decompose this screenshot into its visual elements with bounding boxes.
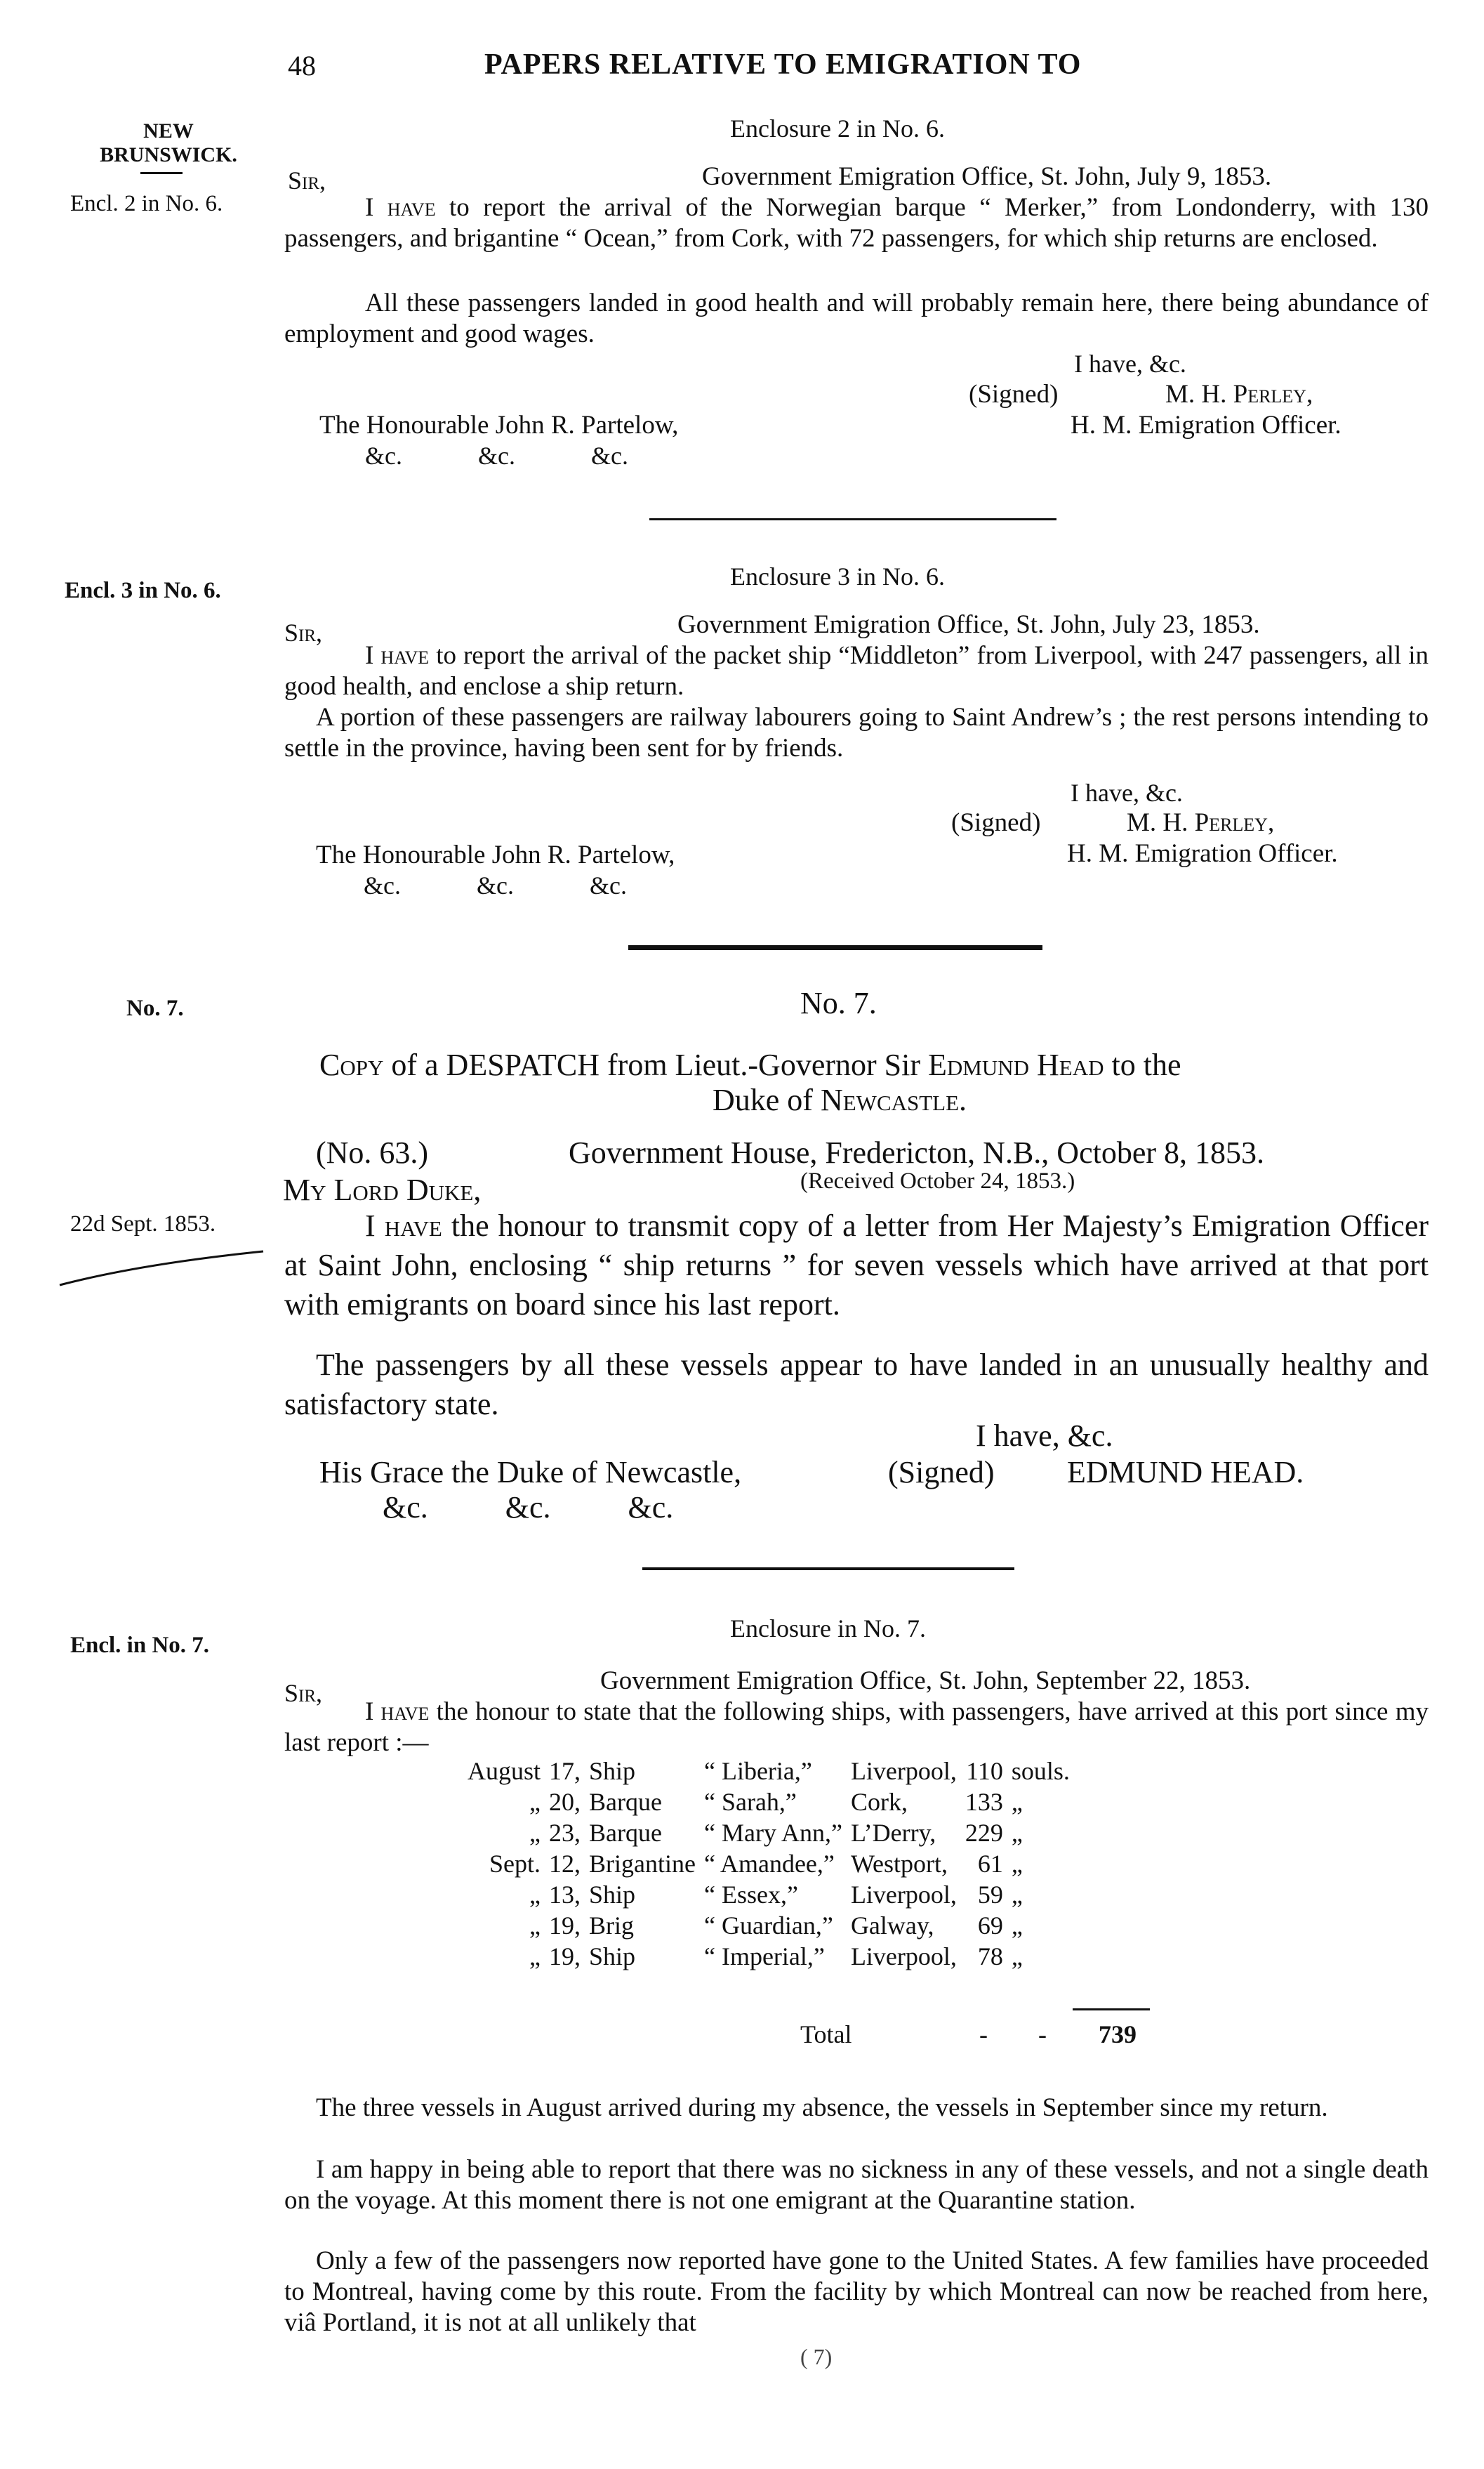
ship-name: “ Essex,” (703, 1881, 798, 1909)
enclosure-no7-paragraph2: The three vessels in August arrived during my absence, the vessels in September since my return. (316, 2093, 1328, 2122)
no7-title-to: to the (1111, 1048, 1181, 1082)
ships-table-body (463, 1756, 1074, 1972)
ship-count: 133 (965, 1788, 1003, 1816)
ship-count: 110 (966, 1757, 1003, 1785)
enclosure2-signer: M. H. Perley, (1165, 380, 1313, 409)
no7-p1-lead: I have (365, 1209, 442, 1243)
ship-row (463, 1910, 1074, 1941)
ship-day: 17, (549, 1757, 581, 1785)
total-rule (1073, 2008, 1150, 2010)
ship-month: „ (529, 1788, 541, 1816)
enclosure2-etc: &c. &c. &c. (365, 442, 628, 470)
ship-count: 78 (977, 1942, 1003, 1970)
enclosure3-signed: (Signed) (951, 808, 1041, 837)
no7-addressee: His Grace the Duke of Newcastle, (319, 1455, 742, 1489)
ships-total-value: 739 (1099, 2020, 1137, 2048)
enclosure-no7-paragraph1 (284, 1697, 1429, 1758)
no7-signer: EDMUND HEAD. (1067, 1455, 1304, 1489)
enclosure3-signer: M. H. Perley, (1127, 808, 1275, 837)
enclosure2-p1-text: to report the arrival of the Norwegian barque “ Merker,” from Londonderry, with 130 passengers, and brigantine “ Ocean,” from Cork, with 72 passengers, for which ship returns are enclosed. (284, 193, 1429, 253)
ship-type: Ship (589, 1942, 636, 1970)
ship-day: 23, (549, 1819, 581, 1847)
enclosure2-signer-title: H. M. Emigration Officer. (1071, 411, 1341, 440)
margin-province-line2: BRUNSWICK. (100, 143, 237, 166)
ship-day: 12, (549, 1850, 581, 1878)
enclosure2-addressee: The Honourable John R. Partelow, (319, 411, 679, 440)
ship-row (463, 1879, 1074, 1910)
margin-province-line1: NEW (143, 119, 194, 143)
ship-port: Liverpool, (850, 1757, 957, 1785)
ship-name: “ Amandee,” (703, 1850, 835, 1878)
ship-port: Galway, (850, 1911, 934, 1940)
enclosure-no7-paragraph3: I am happy in being able to report that there was no sickness in any of these vessels, and not a single death on the voyage. At this moment there is not one emigrant at the Quarantine station. (284, 2155, 1429, 2215)
ship-name: “ Guardian,” (703, 1911, 833, 1940)
ship-day: 19, (549, 1911, 581, 1940)
no7-heading: No. 7. (800, 986, 877, 1020)
enclosure2-dateline: Government Emigration Office, St. John, July 9, 1853. (702, 162, 1272, 191)
margin-pen-stroke (56, 1236, 267, 1292)
no7-signed: (Signed) (888, 1455, 995, 1489)
page-number: 48 (288, 50, 316, 81)
enclosure3-p1-lead: I have (365, 641, 430, 670)
no7-closing: I have, &c. (976, 1418, 1113, 1453)
enclosure3-p1-text: to report the arrival of the packet ship “Middleton” from Liverpool, with 247 passengers, all in good health, and enclose a ship return. (284, 641, 1429, 701)
enclosure3-closing: I have, &c. (1071, 779, 1183, 807)
ship-row (463, 1756, 1074, 1786)
ship-month: „ (529, 1819, 541, 1847)
ship-row (463, 1786, 1074, 1817)
ship-type: Barque (589, 1788, 662, 1816)
ship-month: „ (529, 1881, 541, 1909)
no7-paragraph1 (284, 1206, 1429, 1324)
enclosure2-salutation: Sir, (288, 166, 326, 195)
ship-name: “ Mary Ann,” (703, 1819, 842, 1847)
ship-day: 20, (549, 1788, 581, 1816)
no7-title-copy: Copy (319, 1048, 384, 1082)
enclosure3-paragraph1 (284, 640, 1429, 702)
margin-encl2-no6: Encl. 2 in No. 6. (70, 191, 223, 216)
ship-row (463, 1817, 1074, 1848)
ship-type: Barque (589, 1819, 662, 1847)
ship-month: „ (529, 1942, 541, 1970)
ship-count: 61 (977, 1850, 1003, 1878)
ship-unit: „ (1011, 1911, 1023, 1940)
no7-title-newcastle: Newcastle. (820, 1083, 967, 1117)
no7-number: (No. 63.) (316, 1135, 429, 1170)
enclosure3-salutation: Sir, (284, 619, 323, 647)
margin-encl-no7: Encl. in No. 7. (70, 1633, 210, 1658)
no7-title-despatch: of a DESPATCH from Lieut.-Governor Sir (391, 1048, 921, 1082)
ship-day: 19, (549, 1942, 581, 1970)
ship-row (463, 1848, 1074, 1879)
divider-rule-2 (628, 945, 1042, 950)
margin-date-22d-sept: 22d Sept. 1853. (70, 1211, 216, 1237)
enclosure2-signed: (Signed) (969, 380, 1059, 409)
enclosure-no7-p1-lead: I have (365, 1697, 430, 1726)
ship-type: Brig (589, 1911, 635, 1940)
ship-type: Ship (589, 1757, 636, 1785)
ship-count: 59 (977, 1881, 1003, 1909)
no7-dateline: Government House, Fredericton, N.B., October 8, 1853. (569, 1135, 1265, 1170)
enclosure3-addressee: The Honourable John R. Partelow, (316, 841, 675, 869)
ship-day: 13, (549, 1881, 581, 1909)
ship-unit: „ (1011, 1881, 1023, 1909)
ship-port: Liverpool, (850, 1942, 957, 1970)
ship-name: “ Sarah,” (703, 1788, 797, 1816)
ship-type: Brigantine (589, 1850, 696, 1878)
ship-month: „ (529, 1911, 541, 1940)
no7-salutation: My Lord Duke, (283, 1173, 482, 1207)
ship-unit: „ (1011, 1819, 1023, 1847)
ship-month: Sept. (489, 1850, 541, 1878)
ship-month: August (468, 1757, 541, 1785)
no7-title-governor: Edmund Head (928, 1048, 1104, 1082)
no7-title-duke: Duke of (713, 1083, 813, 1117)
running-title: PAPERS RELATIVE TO EMIGRATION TO (484, 48, 1082, 81)
divider-rule-1 (649, 518, 1056, 520)
ship-name: “ Liberia,” (703, 1757, 812, 1785)
enclosure-no7-dateline: Government Emigration Office, St. John, September 22, 1853. (600, 1666, 1251, 1695)
enclosure2-paragraph1 (284, 192, 1429, 254)
enclosure2-closing: I have, &c. (1074, 350, 1186, 378)
margin-province-rule (140, 172, 183, 174)
ship-row (463, 1941, 1074, 1972)
enclosure-no7-salutation: Sir, (284, 1679, 323, 1707)
ship-unit: „ (1011, 1850, 1023, 1878)
enclosure3-dateline: Government Emigration Office, St. John, July 23, 1853. (677, 610, 1260, 639)
enclosure2-p1-lead: I have (365, 193, 436, 222)
ship-port: Cork, (850, 1788, 908, 1816)
enclosure-no7-paragraph4: Only a few of the passengers now reported have gone to the United States. A few families have proceeded to Montreal, having come by this route. From the facility by which Montreal can now be reached from here, viâ Portland, it is not at all unlikely that (284, 2246, 1429, 2337)
enclosure-no7-title: Enclosure in No. 7. (730, 1614, 926, 1642)
no7-title-line2 (713, 1081, 967, 1119)
margin-province (98, 119, 239, 167)
no7-paragraph2: The passengers by all these vessels appear to have landed in an unusually healthy and satisfactory state. (284, 1348, 1429, 1421)
enclosure3-paragraph2: A portion of these passengers are railway labourers going to Saint Andrew’s ; the rest persons intending to settle in the province, having been sent for by friends. (284, 703, 1429, 763)
no7-title-line1 (319, 1046, 1181, 1084)
ship-count: 229 (965, 1819, 1003, 1847)
margin-encl3-no6: Encl. 3 in No. 6. (65, 578, 221, 603)
ship-port: L’Derry, (850, 1819, 936, 1847)
enclosure2-paragraph2: All these passengers landed in good health and will probably remain here, there being abundance of employment and good wages. (284, 289, 1429, 348)
ship-unit: „ (1011, 1942, 1023, 1970)
enclosure3-signer-title: H. M. Emigration Officer. (1067, 839, 1338, 868)
margin-no7: No. 7. (126, 996, 184, 1021)
ship-count: 69 (977, 1911, 1003, 1940)
no7-received: (Received October 24, 1853.) (800, 1168, 1075, 1194)
enclosure2-title: Enclosure 2 in No. 6. (730, 114, 945, 143)
ship-unit: souls. (1011, 1757, 1070, 1785)
ship-unit: „ (1011, 1788, 1023, 1816)
ship-type: Ship (589, 1881, 636, 1909)
enclosure3-etc: &c. &c. &c. (364, 871, 627, 900)
enclosure-no7-p1-text: the honour to state that the following ships, with passengers, have arrived at this port since my last report :— (284, 1697, 1429, 1757)
enclosure3-title: Enclosure 3 in No. 6. (730, 562, 945, 591)
ships-table (463, 1756, 1074, 1972)
divider-rule-3 (642, 1567, 1014, 1570)
footer-signature-mark: ( 7) (800, 2344, 833, 2369)
ships-total-dashes: - - (979, 2020, 1047, 2048)
ship-port: Westport, (850, 1850, 948, 1878)
ships-total-label: Total (800, 2020, 852, 2048)
ship-name: “ Imperial,” (703, 1942, 825, 1970)
no7-etc: &c. &c. &c. (383, 1490, 674, 1525)
no7-p1-text: the honour to transmit copy of a letter from Her Majesty’s Emigration Officer at Saint John, enclosing “ ship returns ” for seven vessels which have arrived at that port with emigrants on board since his last report. (284, 1209, 1429, 1322)
ship-port: Liverpool, (850, 1881, 957, 1909)
